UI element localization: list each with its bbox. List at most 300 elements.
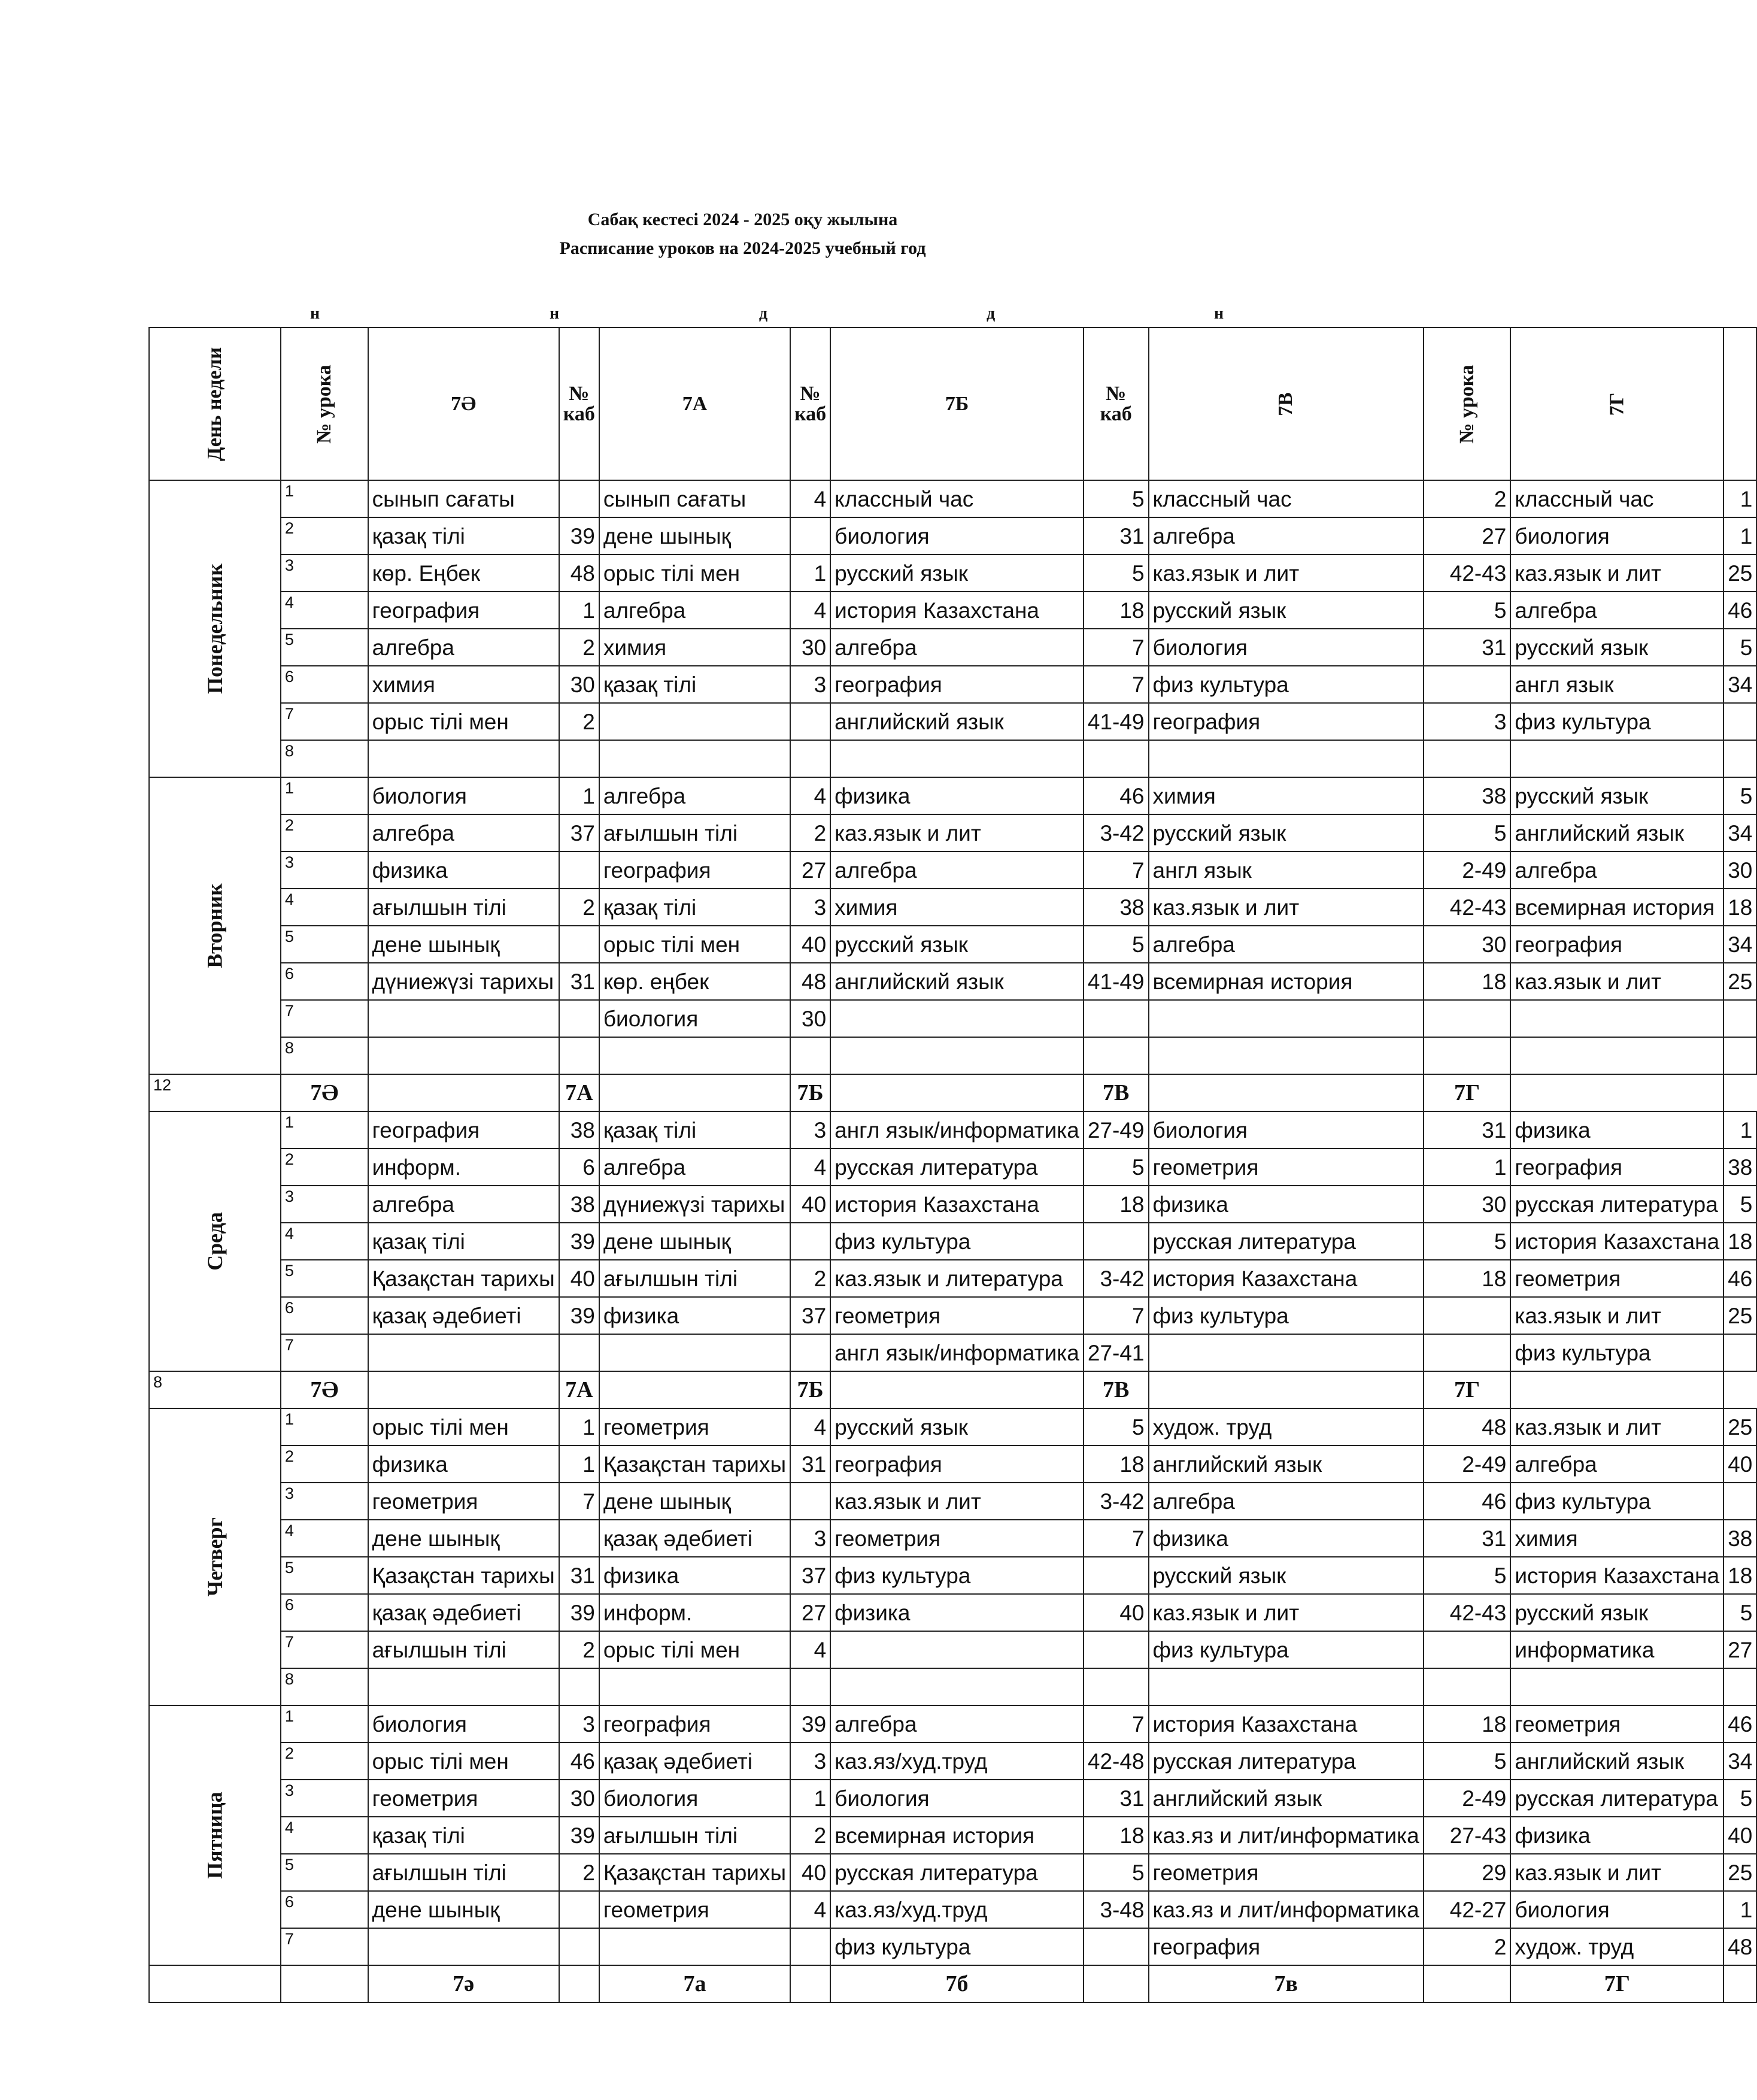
room-cell: 34 [1723, 666, 1756, 703]
room-cell: 3 [559, 1705, 599, 1743]
room-cell: 30 [790, 629, 830, 666]
room-cell: 1 [559, 592, 599, 629]
table-row [149, 1854, 1756, 1891]
room-cell: 18 [1424, 1705, 1511, 1743]
table-row [149, 889, 1756, 926]
room-cell: 25 [1723, 1854, 1756, 1891]
subject-cell: алгебра [368, 1186, 559, 1223]
room-cell: 2 [559, 629, 599, 666]
table-row [149, 1483, 1756, 1520]
lesson-number: 5 [281, 629, 368, 666]
subject-cell: биология [1149, 1111, 1424, 1149]
subject-cell: каз.язык и литература [830, 1260, 1084, 1297]
room-cell [1424, 1037, 1511, 1074]
room-cell: 42-27 [1424, 1891, 1511, 1928]
room-cell [790, 740, 830, 777]
subject-cell: физика [1149, 1186, 1424, 1223]
lesson-number: 1 [281, 1705, 368, 1743]
subject-cell: алгебра [1510, 851, 1723, 889]
subject-cell: каз.язык и лит [830, 814, 1084, 851]
room-cell [559, 1965, 599, 2002]
table-row [149, 1928, 1756, 1965]
subject-cell: сынып сағаты [368, 480, 559, 517]
table-row [149, 1186, 1756, 1223]
lesson-number: 1 [281, 480, 368, 517]
room-cell: 3-42 [1084, 1260, 1149, 1297]
subject-cell: ағылшын тілі [368, 1631, 559, 1668]
room-cell: 46 [1084, 777, 1149, 814]
room-cell: 2 [559, 1631, 599, 1668]
subject-cell: қазақ әдебиеті [599, 1743, 790, 1780]
title-ru: Расписание уроков на 2024-2025 учебный год [559, 238, 926, 258]
lesson-number: 2 [281, 1743, 368, 1780]
subject-cell: алгебра [830, 1705, 1084, 1743]
table-row [149, 1743, 1756, 1780]
room-cell: 40 [1723, 1817, 1756, 1854]
subject-cell: алгебра [830, 851, 1084, 889]
room-cell [1510, 1371, 1723, 1408]
room-cell: 5 [1723, 1780, 1756, 1817]
room-cell: 41-49 [1084, 703, 1149, 740]
room-cell: 29 [1424, 1854, 1511, 1891]
lesson-number: 3 [281, 554, 368, 592]
room-cell: 25 [1723, 554, 1756, 592]
room-cell: 7 [1084, 1520, 1149, 1557]
room-cell: 3-42 [1084, 814, 1149, 851]
lesson-number: 2 [281, 814, 368, 851]
room-cell: 5 [1424, 814, 1511, 851]
room-cell: 18 [1723, 889, 1756, 926]
room-cell [368, 1074, 559, 1111]
subject-cell: алгебра [599, 1149, 790, 1186]
lesson-number: 7 [281, 1334, 368, 1371]
subject-cell: алгебра [599, 777, 790, 814]
room-cell: 30 [559, 666, 599, 703]
subject-cell: английский язык [1510, 1743, 1723, 1780]
room-cell: 5 [1084, 554, 1149, 592]
subject-cell: физ культура [1149, 666, 1424, 703]
lesson-number: 6 [281, 666, 368, 703]
subject-cell: физика [368, 1446, 559, 1483]
room-cell: 4 [790, 1408, 830, 1446]
table-row [149, 814, 1756, 851]
room-cell [1424, 1965, 1511, 2002]
subject-cell: русский язык [1149, 814, 1424, 851]
room-cell [599, 1371, 790, 1408]
header-class-2: 7А [599, 328, 790, 480]
subject-cell [599, 1928, 790, 1965]
day-cell: Понедельник [149, 480, 281, 777]
subject-cell: русский язык [1510, 777, 1723, 814]
subject-cell: дене шынық [599, 517, 790, 554]
room-cell [830, 1074, 1084, 1111]
subject-cell: биология [599, 1000, 790, 1037]
room-cell: 18 [1424, 963, 1511, 1000]
room-cell: 30 [1424, 926, 1511, 963]
subject-cell [599, 1334, 790, 1371]
room-cell: 34 [1723, 926, 1756, 963]
room-cell [1424, 1334, 1511, 1371]
room-cell: 18 [1084, 1186, 1149, 1223]
subject-cell: русский язык [830, 926, 1084, 963]
room-cell: 18 [1084, 592, 1149, 629]
lesson-number: 4 [281, 1520, 368, 1557]
subject-cell: 7А [559, 1371, 599, 1408]
subject-cell: русская литература [830, 1149, 1084, 1186]
subject-cell: каз.язык и лит [1149, 554, 1424, 592]
subject-cell [599, 1037, 790, 1074]
subject-cell: физ культура [1149, 1631, 1424, 1668]
room-cell: 42-48 [1084, 1743, 1149, 1780]
room-cell: 46 [1723, 592, 1756, 629]
room-cell: 2 [559, 703, 599, 740]
room-cell [1723, 1334, 1756, 1371]
room-cell: 30 [1424, 1186, 1511, 1223]
room-cell: 4 [790, 777, 830, 814]
header-lesson-no: № урока [281, 328, 368, 480]
subject-cell: биология [1510, 517, 1723, 554]
subject-cell: ағылшын тілі [368, 1854, 559, 1891]
table-row [149, 926, 1756, 963]
room-cell: 7 [559, 1483, 599, 1520]
lesson-number: 1 [281, 1111, 368, 1149]
subject-cell: алгебра [1149, 1483, 1424, 1520]
subject-cell: русский язык [830, 554, 1084, 592]
room-cell: 27 [790, 851, 830, 889]
room-cell: 30 [790, 1000, 830, 1037]
room-cell [1723, 1037, 1756, 1074]
header-class-3: 7Б [830, 328, 1084, 480]
room-cell: 46 [1723, 1260, 1756, 1297]
room-cell [559, 1891, 599, 1928]
subject-cell: ағылшын тілі [599, 1260, 790, 1297]
subject-cell: Қазақстан тарихы [368, 1557, 559, 1594]
room-cell [1424, 666, 1511, 703]
room-cell: 48 [790, 963, 830, 1000]
subject-cell: 7ә [368, 1965, 559, 2002]
table-row [149, 1000, 1756, 1037]
room-cell [1424, 1631, 1511, 1668]
lesson-number: 8 [281, 740, 368, 777]
header-class-4: 7В [1149, 328, 1424, 480]
subject-cell: химия [830, 889, 1084, 926]
room-cell: 1 [1723, 1891, 1756, 1928]
subject-cell: русская литература [830, 1854, 1084, 1891]
room-cell: 5 [1424, 592, 1511, 629]
table-row [149, 851, 1756, 889]
subject-cell: химия [599, 629, 790, 666]
subject-cell: всемирная история [1510, 889, 1723, 926]
room-cell: 5 [1723, 777, 1756, 814]
lesson-number: 8 [149, 1371, 281, 1408]
subject-cell: англ язык [1510, 666, 1723, 703]
subject-cell: география [599, 1705, 790, 1743]
subject-cell: каз.яз и лит/информатика [1149, 1817, 1424, 1854]
subject-cell: физика [830, 1594, 1084, 1631]
room-cell [790, 1334, 830, 1371]
room-cell [1149, 1371, 1424, 1408]
subject-cell: история Казахстана [1510, 1223, 1723, 1260]
room-cell: 38 [1084, 889, 1149, 926]
subject-cell: химия [1510, 1520, 1723, 1557]
lesson-number: 3 [281, 1186, 368, 1223]
subject-cell [830, 1631, 1084, 1668]
subject-cell: физика [830, 777, 1084, 814]
subject-cell: русский язык [1149, 592, 1424, 629]
room-cell [830, 1371, 1084, 1408]
room-cell: 39 [559, 1817, 599, 1854]
subject-cell: худож. труд [1510, 1928, 1723, 1965]
room-cell: 1 [559, 1446, 599, 1483]
table-row [149, 1260, 1756, 1297]
table-row [149, 1408, 1756, 1446]
subject-cell: 7Ә [281, 1371, 368, 1408]
subject-cell: русский язык [1149, 1557, 1424, 1594]
table-row [149, 1297, 1756, 1334]
room-cell [559, 1000, 599, 1037]
header-cab-1: № каб [559, 328, 599, 480]
subject-cell [368, 1668, 559, 1705]
subject-cell: геометрия [599, 1408, 790, 1446]
lesson-number: 2 [281, 1149, 368, 1186]
subject-cell: 7Б [790, 1371, 830, 1408]
subject-cell: геометрия [1510, 1260, 1723, 1297]
subject-cell: физ культура [830, 1223, 1084, 1260]
subject-cell: история Казахстана [1149, 1260, 1424, 1297]
room-cell [559, 851, 599, 889]
room-cell: 31 [1084, 517, 1149, 554]
subject-cell: русская литература [1510, 1780, 1723, 1817]
room-cell: 39 [559, 1223, 599, 1260]
class-header-row [149, 1371, 1756, 1408]
table-row [149, 1149, 1756, 1186]
lesson-number: 12 [149, 1074, 281, 1111]
room-cell: 31 [1424, 1520, 1511, 1557]
subject-cell: орыс тілі мен [599, 1631, 790, 1668]
subject-cell [1149, 740, 1424, 777]
table-row [149, 1520, 1756, 1557]
table-row [149, 592, 1756, 629]
subject-cell: физика [368, 851, 559, 889]
table-row [149, 1111, 1756, 1149]
subject-cell: каз.язык и лит [1510, 1408, 1723, 1446]
day-cell [149, 1965, 281, 2002]
room-cell [1723, 1483, 1756, 1520]
room-cell: 25 [1723, 963, 1756, 1000]
subject-cell: английский язык [1149, 1780, 1424, 1817]
room-cell: 30 [1723, 851, 1756, 889]
room-cell: 27 [1424, 517, 1511, 554]
room-cell: 3 [790, 1743, 830, 1780]
room-cell [790, 703, 830, 740]
room-cell: 5 [1424, 1223, 1511, 1260]
subject-cell: 7В [1084, 1371, 1149, 1408]
subject-cell: английский язык [1510, 814, 1723, 851]
subject-cell: физ культура [1510, 703, 1723, 740]
letter-5: н [1214, 304, 1224, 323]
room-cell: 27 [1723, 1631, 1756, 1668]
room-cell [559, 1928, 599, 1965]
subject-cell: английский язык [830, 963, 1084, 1000]
subject-cell: ағылшын тілі [368, 889, 559, 926]
subject-cell: русский язык [1510, 629, 1723, 666]
class-header-row [149, 1965, 1756, 2002]
room-cell [1723, 1965, 1756, 2002]
subject-cell: 7Г [1510, 1965, 1723, 2002]
table-row [149, 1557, 1756, 1594]
subject-cell: физика [599, 1557, 790, 1594]
subject-cell: ағылшын тілі [599, 1817, 790, 1854]
room-cell: 42-43 [1424, 1594, 1511, 1631]
room-cell: 1 [1723, 1111, 1756, 1149]
room-cell: 37 [790, 1297, 830, 1334]
subject-cell: геометрия [1149, 1854, 1424, 1891]
subject-cell: көр. Еңбек [368, 554, 559, 592]
room-cell: 2 [1424, 1928, 1511, 1965]
room-cell: 7 [1084, 666, 1149, 703]
day-cell: Вторник [149, 777, 281, 1074]
day-cell: Пятница [149, 1705, 281, 1965]
room-cell: 5 [1723, 1186, 1756, 1223]
room-cell: 40 [790, 1854, 830, 1891]
subject-cell: география [1510, 926, 1723, 963]
subject-cell: 7в [1149, 1965, 1424, 2002]
subject-cell [830, 1668, 1084, 1705]
room-cell [1084, 1668, 1149, 1705]
subject-cell: 7а [599, 1965, 790, 2002]
room-cell: 18 [1723, 1223, 1756, 1260]
room-cell: 2 [559, 1854, 599, 1891]
subject-cell: каз.язык и лит [1510, 1297, 1723, 1334]
table-row [149, 554, 1756, 592]
room-cell [790, 517, 830, 554]
room-cell: 7 [1084, 851, 1149, 889]
subject-cell: қазақ тілі [368, 1223, 559, 1260]
room-cell [1084, 1557, 1149, 1594]
subject-cell: алгебра [1510, 592, 1723, 629]
header-row [149, 328, 1756, 480]
room-cell: 38 [559, 1111, 599, 1149]
room-cell: 27 [790, 1594, 830, 1631]
subject-cell: каз.яз и лит/информатика [1149, 1891, 1424, 1928]
table-row [149, 1037, 1756, 1074]
subject-cell: классный час [1149, 480, 1424, 517]
room-cell: 38 [1424, 777, 1511, 814]
header-cab-3: № каб [1084, 328, 1149, 480]
lesson-number: 7 [281, 1631, 368, 1668]
subject-cell: каз.яз/худ.труд [830, 1743, 1084, 1780]
lesson-number: 4 [281, 1817, 368, 1854]
room-cell: 2-49 [1424, 1446, 1511, 1483]
lesson-number: 1 [281, 1408, 368, 1446]
column-letters [148, 304, 1358, 328]
table-row [149, 1631, 1756, 1668]
lesson-number: 8 [281, 1037, 368, 1074]
subject-cell: қазақ тілі [599, 1111, 790, 1149]
room-cell: 7 [1084, 1297, 1149, 1334]
room-cell: 27-41 [1084, 1334, 1149, 1371]
subject-cell: английский язык [1149, 1446, 1424, 1483]
subject-cell: биология [368, 1705, 559, 1743]
subject-cell: физика [599, 1297, 790, 1334]
subject-cell: геометрия [368, 1780, 559, 1817]
subject-cell: орыс тілі мен [368, 1408, 559, 1446]
subject-cell: география [1149, 1928, 1424, 1965]
subject-cell: орыс тілі мен [599, 554, 790, 592]
subject-cell: алгебра [1149, 926, 1424, 963]
day-cell: Среда [149, 1111, 281, 1371]
room-cell [559, 1520, 599, 1557]
room-cell: 39 [790, 1705, 830, 1743]
subject-cell: информатика [1510, 1631, 1723, 1668]
subject-cell: физ культура [830, 1557, 1084, 1594]
subject-cell: русская литература [1149, 1743, 1424, 1780]
header-cab-2: № каб [790, 328, 830, 480]
subject-cell: 7В [1084, 1074, 1149, 1111]
lesson-number: 5 [281, 1854, 368, 1891]
subject-cell: каз.яз/худ.труд [830, 1891, 1084, 1928]
subject-cell: история Казахстана [830, 592, 1084, 629]
lesson-number: 6 [281, 963, 368, 1000]
subject-cell [1510, 1668, 1723, 1705]
room-cell: 38 [1723, 1520, 1756, 1557]
room-cell: 25 [1723, 1297, 1756, 1334]
room-cell [559, 1037, 599, 1074]
subject-cell: русский язык [830, 1408, 1084, 1446]
subject-cell [1149, 1000, 1424, 1037]
subject-cell [1510, 740, 1723, 777]
subject-cell: дүниежүзі тарихы [599, 1186, 790, 1223]
room-cell: 7 [1084, 629, 1149, 666]
subject-cell [1149, 1668, 1424, 1705]
subject-cell: физ культура [1510, 1483, 1723, 1520]
room-cell: 5 [1084, 1149, 1149, 1186]
day-cell: Четверг [149, 1408, 281, 1705]
subject-cell: англ язык/информатика [830, 1334, 1084, 1371]
room-cell: 46 [559, 1743, 599, 1780]
subject-cell: химия [368, 666, 559, 703]
room-cell: 2 [559, 889, 599, 926]
room-cell [1084, 1037, 1149, 1074]
lesson-number: 1 [281, 777, 368, 814]
subject-cell: каз.язык и лит [1149, 1594, 1424, 1631]
subject-cell: дене шынық [599, 1223, 790, 1260]
subject-cell: английский язык [830, 703, 1084, 740]
room-cell: 31 [559, 1557, 599, 1594]
subject-cell: физ культура [1149, 1297, 1424, 1334]
room-cell [559, 480, 599, 517]
room-cell [1149, 1074, 1424, 1111]
subject-cell: геометрия [1510, 1705, 1723, 1743]
room-cell: 37 [790, 1557, 830, 1594]
room-cell: 34 [1723, 814, 1756, 851]
subject-cell [830, 1037, 1084, 1074]
subject-cell: биология [830, 1780, 1084, 1817]
room-cell: 40 [1084, 1594, 1149, 1631]
room-cell: 39 [559, 1297, 599, 1334]
subject-cell [599, 703, 790, 740]
letter-3: д [759, 304, 768, 323]
room-cell [790, 1668, 830, 1705]
subject-cell: орыс тілі мен [368, 703, 559, 740]
subject-cell: информ. [368, 1149, 559, 1186]
header-empty [1723, 328, 1756, 480]
subject-cell: Қазақстан тарихы [599, 1854, 790, 1891]
table-row [149, 1817, 1756, 1854]
room-cell: 34 [1723, 1743, 1756, 1780]
room-cell [1084, 740, 1149, 777]
room-cell [559, 1668, 599, 1705]
